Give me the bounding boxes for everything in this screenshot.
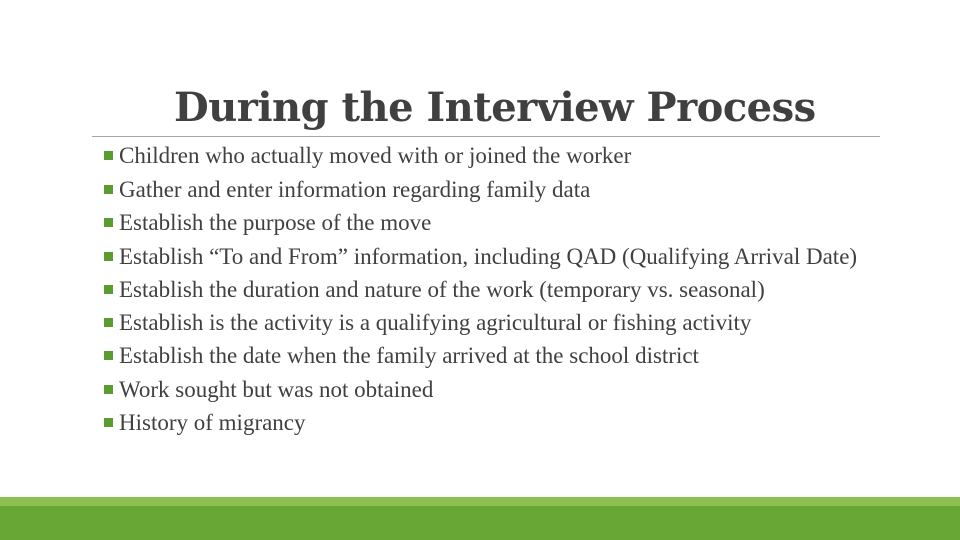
- square-bullet-icon: [104, 385, 113, 394]
- square-bullet-icon: [104, 351, 113, 360]
- bullet-list: [103, 139, 893, 440]
- title-divider: [92, 136, 880, 137]
- list-item: [103, 139, 893, 173]
- list-item: [103, 173, 893, 207]
- list-item: [103, 306, 893, 340]
- square-bullet-icon: [104, 151, 113, 160]
- list-item: [103, 273, 893, 306]
- square-bullet-icon: [104, 185, 113, 194]
- list-item: [103, 339, 893, 373]
- bullet-text: Establish “To and From” information, including QAD (Qualifying Arrival Date): [119, 243, 858, 269]
- square-bullet-icon: [104, 252, 113, 261]
- square-bullet-icon: [104, 218, 113, 227]
- bullet-text: History of migrancy: [119, 410, 306, 435]
- square-bullet-icon: [104, 418, 113, 427]
- bullet-text: Establish the purpose of the move: [119, 210, 432, 235]
- bullet-text: Establish the duration and nature of the work (temporary vs. seasonal): [119, 276, 765, 302]
- square-bullet-icon: [104, 318, 113, 327]
- list-item: [103, 406, 893, 440]
- bullet-text: Gather and enter information regarding family data: [119, 176, 591, 202]
- list-item: [103, 206, 893, 240]
- bullet-text: Establish the date when the family arrived at the school district: [119, 343, 699, 368]
- bullet-text: Establish is the activity is a qualifying agricultural or fishing activity: [119, 309, 752, 335]
- footer-accent-stripe: [0, 497, 960, 506]
- bullet-text: Children who actually moved with or joined the worker: [119, 143, 632, 168]
- square-bullet-icon: [104, 285, 113, 294]
- slide-title: During the Interview Process: [174, 84, 816, 131]
- list-item: [103, 240, 893, 273]
- list-item: [103, 373, 893, 407]
- bullet-text: Work sought but was not obtained: [119, 376, 434, 402]
